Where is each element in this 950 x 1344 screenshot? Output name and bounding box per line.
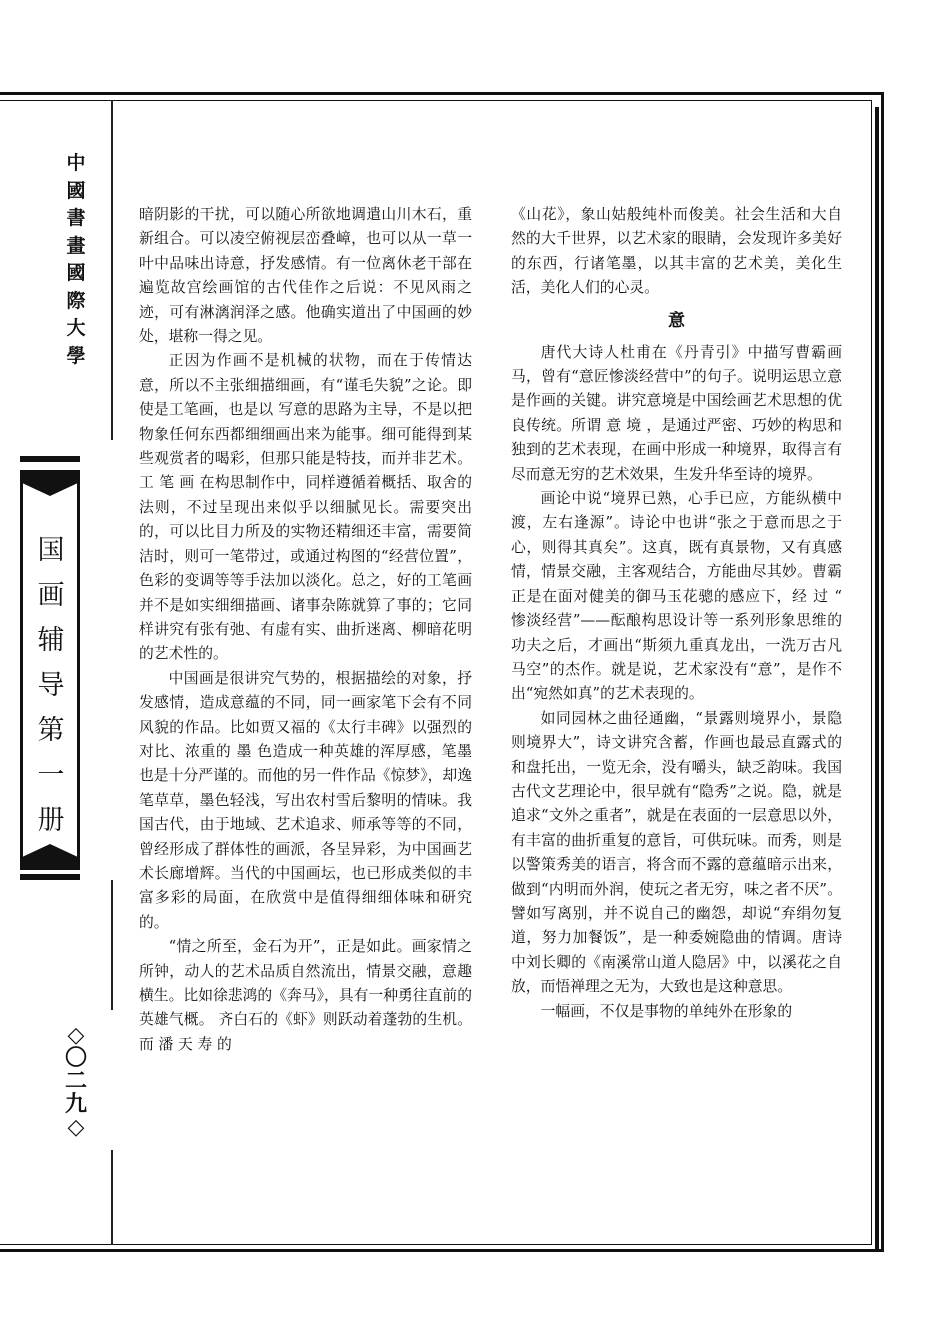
ornament-bar-bottom (20, 874, 80, 880)
ornament-bar-top (20, 456, 80, 462)
paragraph: 画论中说“境界已熟，心手已应，方能纵横中渡，左右逢源”。诗论中也讲“张之于意而思之于心，则得其真矣”。这真，既有真景物，又有真感情，情景交融，主客观结合，方能曲尽其妙。曹霸正是在面对健美的御马玉花骢的感应下，经 过 “ 惨淡经营”——酝酿构思设计等一系列形象思维的功夫之后，才画出“斯须九重真龙出，一洗万古凡马空”的杰作。就是说，艺术家没有“意”，是作不出“宛然如真”的艺术表现的。 (511, 490, 842, 703)
university-name: 中國書畫國際大學 (66, 152, 86, 367)
side-divider-middle (111, 880, 113, 1010)
paragraph: 《山花》，象山姑般纯朴而俊美。社会生活和大自然的大千世界，以艺术家的眼睛，会发现许多美好的东西，行诸笔墨，以其丰富的艺术美，美化生活，美化人们的心灵。 (511, 206, 842, 297)
paragraph: 唐代大诗人杜甫在《丹青引》中描写曹霸画马，曾有“意匠惨淡经营中”的句子。说明运思立意是作画的关键。讲究意境是中国绘画艺术思想的优良传统。所谓 意 境 ，是通过严密、巧妙的构思和独到的艺术表现，在画中形成一种境界，取得言有尽而意无穷的艺术效果，生发升华至诗的境界。 (511, 343, 842, 483)
paragraph: 如同园林之曲径通幽，“景露则境界小，景隐则境界大”，诗文讲究含蓄，作画也最忌直露式的和盘托出，一览无余，没有嚼头，缺乏韵味。我国古代文艺理论中，很早就有“隐秀”之说。隐，就是追求“文外之重者”，就是在表面的一层意思以外，有丰富的曲折重复的意旨，可供玩味。而秀，则是以警策秀美的语言，将含而不露的意蕴暗示出来，做到“内明而外润，使玩之者无穷，味之者不厌”。譬如写离别，并不说自己的幽怨，却说“弃绢勿复道，努力加餐饭”，是一种委婉隐曲的情调。唐诗中刘长卿的《南溪常山道人隐居》中，以溪花之自放，而悟禅理之无为，大致也是这种意思。 (511, 709, 842, 996)
paragraph: 一幅画，不仅是事物的单纯外在形象的 (540, 1002, 793, 1020)
series-title: 国画辅导第一册 (37, 535, 65, 836)
paragraph: 正因为作画不是机械的状物，而在于传情达意，所以不主张细描细画，有“谨毛失貌”之论。即使是工笔画，也是以 写意的思路为主导，不是以把物象任何东西都细细画出来为能事。细可能得到某些观赏者的喝彩，但那只能是特技，而并非艺术。工 笔 画 在构思制作中，同样遵循着概括、取舍的法则，不过呈现出来似乎以细腻见长。需要突出的，可以比目力所及的实物还精细还丰富，需要简洁时，则可一笔带过，或通过构图的“经营位置”，色彩的变调等等手法加以淡化。总之，好的工笔画并不是如实细细描画、诸事杂陈就算了事的；它同样讲究有张有弛、有虚有实、曲折迷离、柳暗花明的艺术性的。 (139, 352, 472, 663)
side-divider-top (111, 100, 113, 440)
section-heading: 意 (668, 310, 685, 331)
ornament-chevron-bottom (20, 842, 80, 870)
paragraph: 中国画是很讲究气势的，根据描绘的对象，抒发感情，造成意蕴的不同，同一画家笔下会有不同风貌的作品。比如贾又福的《太行丰碑》以强烈的对比、浓重的 墨 色造成一种英雄的浑厚感，笔墨也是十分严谨的。而他的另一件作品《惊梦》，却逸笔草草，墨色轻浅，写出农村雪后黎明的情味。我国古代，由于地域、艺术追求、师承等等的不同，曾经形成了群体性的画派，各呈异彩，为中国画艺术长廊增辉。当代的中国画坛，也已形成类似的丰富多彩的局面，在欣赏中是值得细细体味和研究的。 (139, 669, 472, 931)
side-divider-bottom (111, 1150, 113, 1245)
text-column-left (139, 203, 472, 1057)
paragraph: “情之所至，金石为开”，正是如此。画家情之所钟，动人的艺术品质自然流出，情景交融，意趣横生。比如徐悲鸿的《奔马》，具有一种勇往直前的英雄气概。 齐白石的《虾》则跃动着蓬勃的生机。而 潘 天 寿 的 (139, 938, 472, 1053)
text-column-right (511, 203, 842, 1024)
paragraph: 暗阴影的干扰，可以随心所欲地调遣山川木石，重新组合。可以凌空俯视层峦叠嶂，也可以从一草一叶中品味出诗意，抒发感情。有一位离休老干部在遍览故宫绘画馆的古代佳作之后说：不见风雨之迹，可有淋漓润泽之感。他确实道出了中国画的妙处，堪称一得之见。 (139, 206, 472, 346)
page-number: ◇〇二九◇ (64, 1022, 87, 1140)
